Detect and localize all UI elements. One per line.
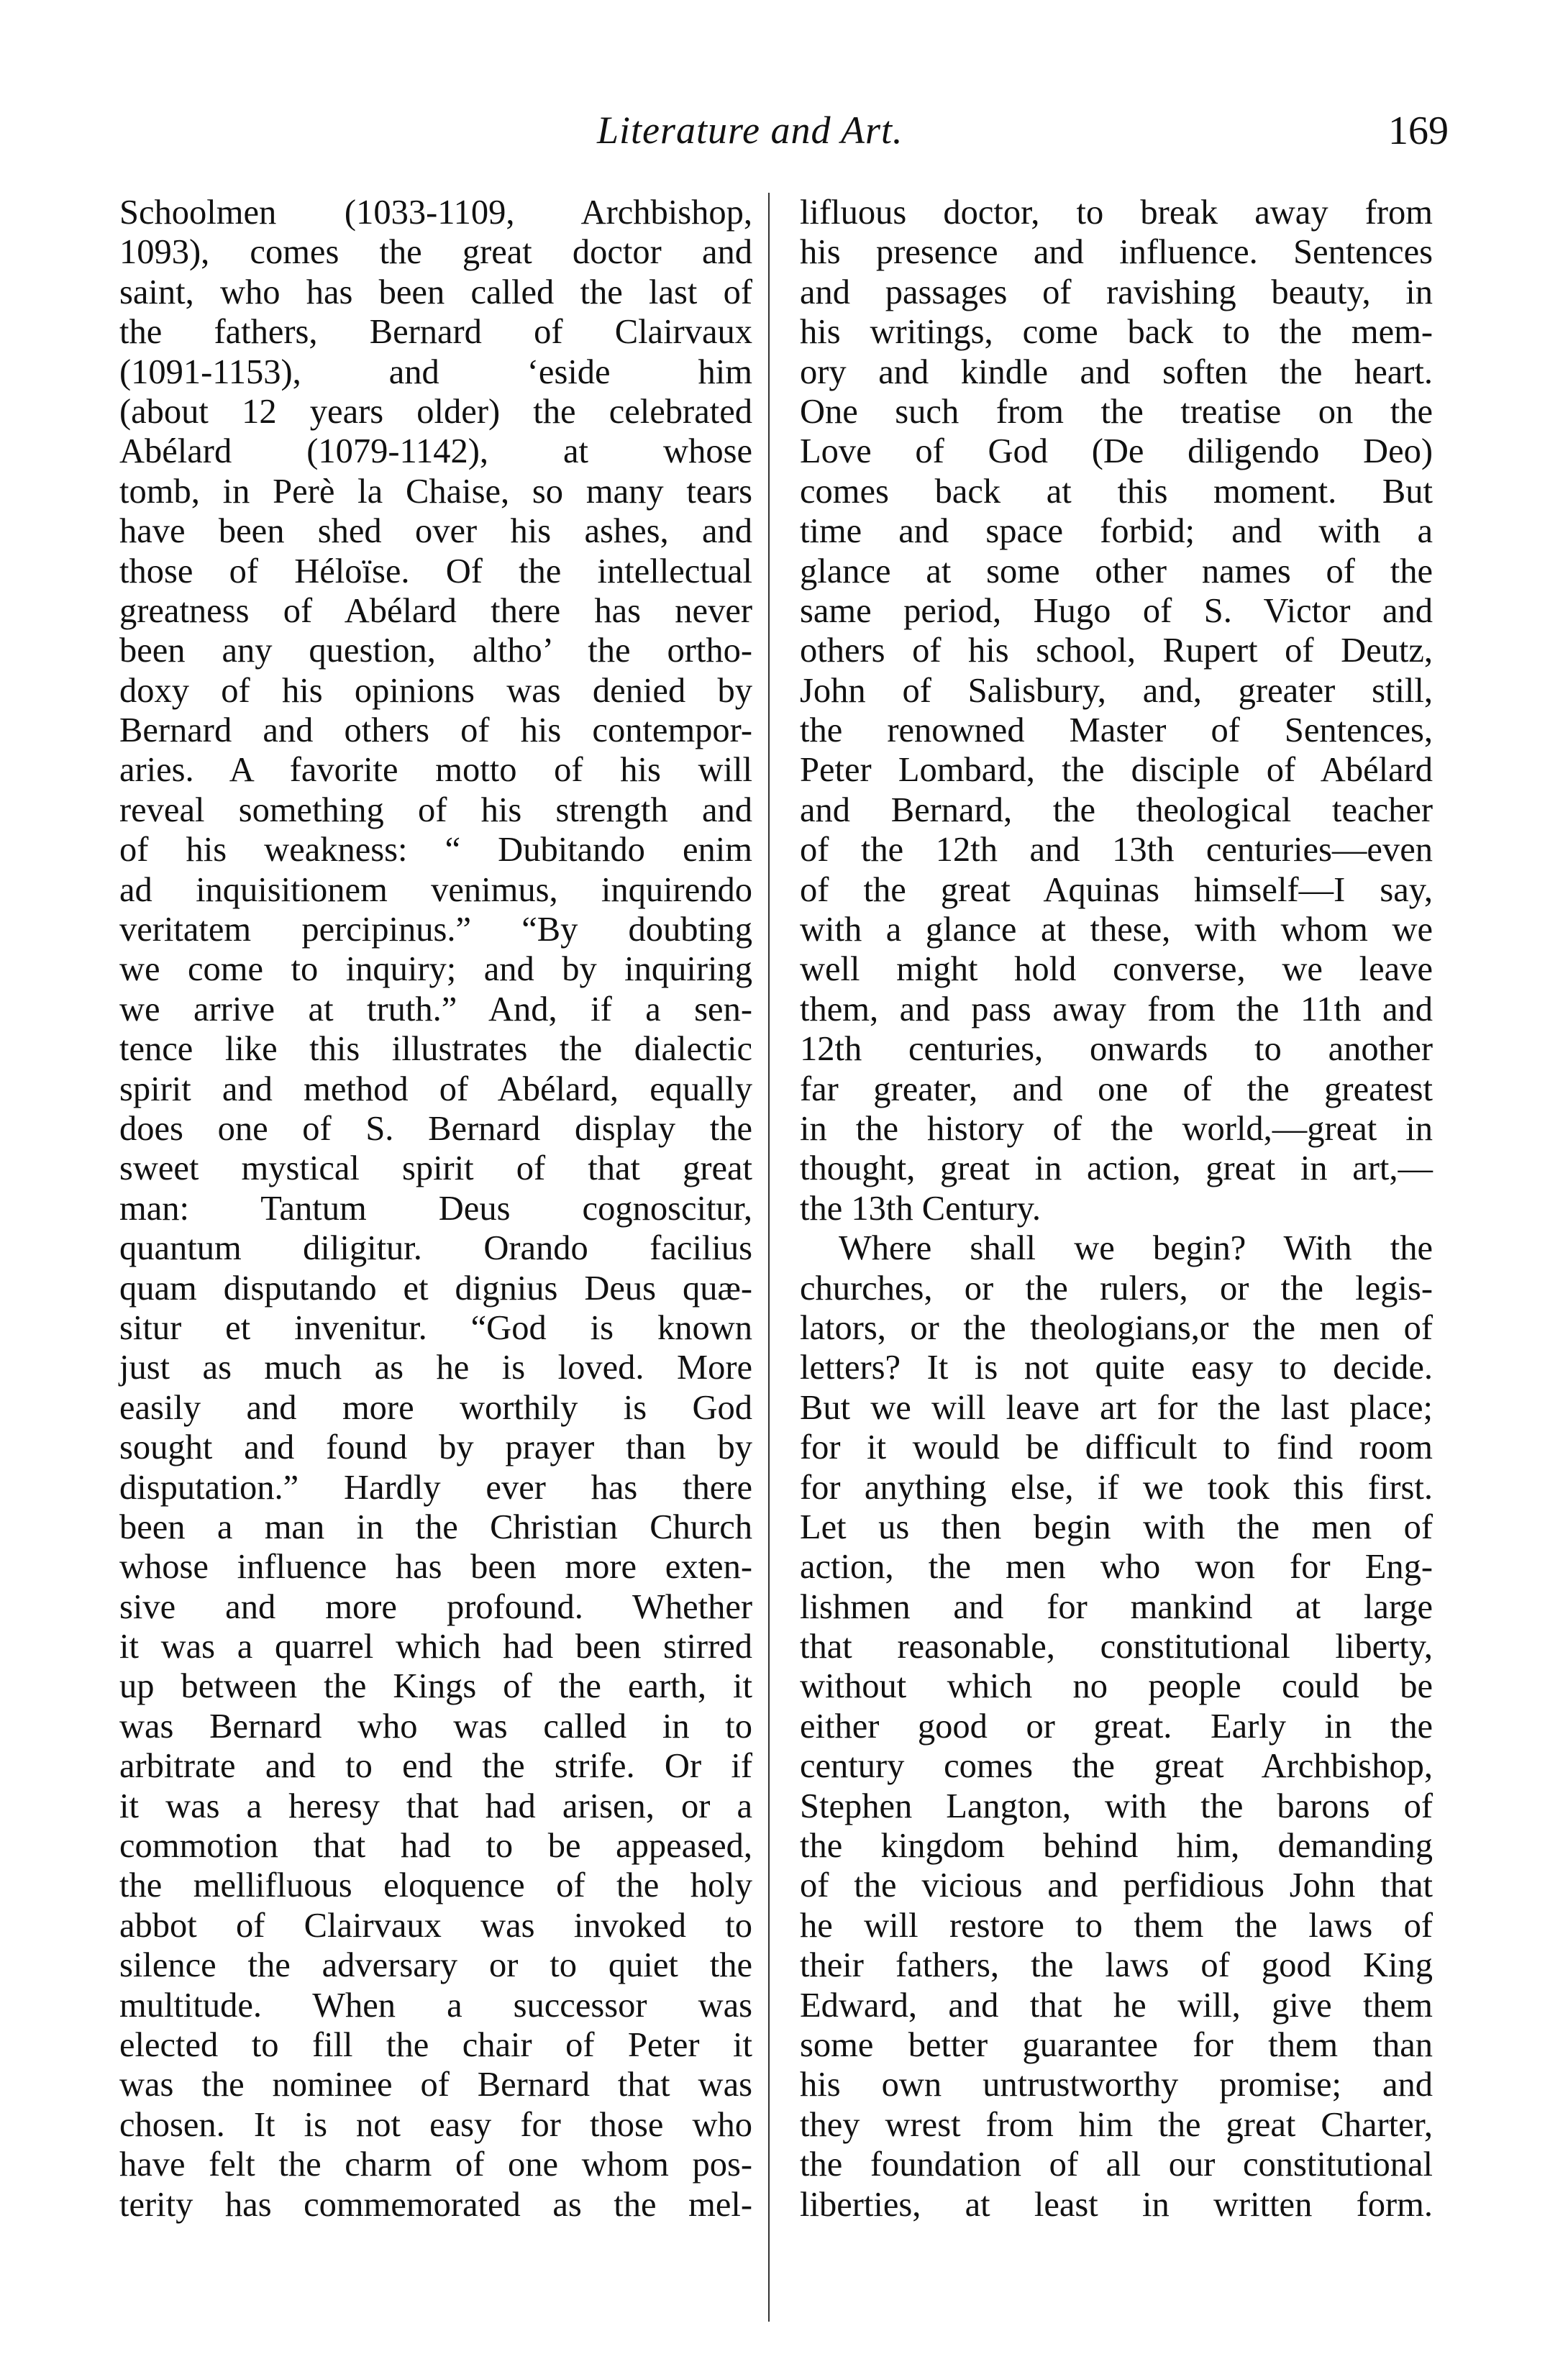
page-number: 169 [1388, 109, 1449, 153]
text-line: he will restore to them the laws of [800, 1906, 1433, 1945]
text-line: Edward, and that he will, give them [800, 1986, 1433, 2025]
text-line: and passages of ravishing beauty, in [800, 273, 1433, 311]
text-line: spirit and method of Abélard, equally [119, 1069, 752, 1108]
text-line: ory and kindle and soften the heart. [800, 352, 1433, 391]
text-line: up between the Kings of the earth, it [119, 1667, 752, 1706]
text-line: his own untrustworthy promise; and [800, 2066, 1433, 2104]
text-line: the renowned Master of Sentences, [800, 711, 1433, 750]
text-line: of the 12th and 13th centuries—even [800, 831, 1433, 870]
text-line: One such from the treatise on the [800, 392, 1433, 431]
column-divider [768, 193, 770, 2322]
text-line: lators, or the theologians,or the men of [800, 1308, 1433, 1347]
text-line: liberties, at least in written form. [800, 2185, 1433, 2224]
text-line: sought and found by prayer than by [119, 1428, 752, 1467]
text-line: quantum diligitur. Orando facilius [119, 1229, 752, 1268]
text-line: sive and more profound. Whether [119, 1587, 752, 1626]
text-line: Peter Lombard, the disciple of Abélard [800, 751, 1433, 790]
text-line: same period, Hugo of S. Victor and [800, 591, 1433, 630]
text-line: man: Tantum Deus cognoscitur, [119, 1189, 752, 1228]
text-line: quam disputando et dignius Deus quæ- [119, 1269, 752, 1308]
text-line: his presence and influence. Sentences [800, 233, 1433, 272]
text-line: lifluous doctor, to break away from [800, 193, 1433, 232]
text-line: easily and more worthily is God [119, 1388, 752, 1427]
text-line: letters? It is not quite easy to decide. [800, 1349, 1433, 1387]
text-line: the kingdom behind him, demanding [800, 1827, 1433, 1866]
right-column [800, 193, 1433, 2225]
text-line: the mellifluous eloquence of the holy [119, 1866, 752, 1905]
text-line: for anything else, if we took this first. [800, 1468, 1433, 1507]
text-line: with a glance at these, with whom we [800, 911, 1433, 949]
text-line: have felt the charm of one whom pos- [119, 2145, 752, 2184]
text-line: thought, great in action, great in art,— [800, 1149, 1433, 1188]
text-line: (1091-1153), and ‘eside him [119, 352, 752, 391]
text-line: their fathers, the laws of good King [800, 1946, 1433, 1985]
text-line: century comes the great Archbishop, [800, 1747, 1433, 1786]
text-line: ad inquisitionem venimus, inquirendo [119, 870, 752, 909]
text-line: some better guarantee for them than [800, 2025, 1433, 2064]
left-column [119, 193, 752, 2225]
text-line: terity has commemorated as the mel- [119, 2185, 752, 2224]
text-line: comes back at this moment. But [800, 472, 1433, 511]
text-line: 1093), comes the great doctor and [119, 233, 752, 272]
text-line: of the great Aquinas himself—I say, [800, 870, 1433, 909]
text-line: sweet mystical spirit of that great [119, 1149, 752, 1188]
text-line: arbitrate and to end the strife. Or if [119, 1747, 752, 1786]
text-line: far greater, and one of the greatest [800, 1069, 1433, 1108]
text-line: Love of God (De diligendo Deo) [800, 432, 1433, 471]
text-line: others of his school, Rupert of Deutz, [800, 631, 1433, 670]
text-line: churches, or the rulers, or the legis- [800, 1269, 1433, 1308]
text-line: that reasonable, constitutional liberty, [800, 1628, 1433, 1666]
text-line: them, and pass away from the 11th and [800, 990, 1433, 1028]
text-line: without which no people could be [800, 1667, 1433, 1706]
text-line: Bernard and others of his contempor- [119, 711, 752, 750]
text-line: situr et invenitur. “God is known [119, 1308, 752, 1347]
text-line: chosen. It is not easy for those who [119, 2105, 752, 2144]
text-line: reveal something of his strength and [119, 790, 752, 829]
text-line: 12th centuries, onwards to another [800, 1030, 1433, 1069]
text-line: aries. A favorite motto of his will [119, 751, 752, 790]
text-line: veritatem percipinus.” “By doubting [119, 911, 752, 949]
text-line: But we will leave art for the last place; [800, 1388, 1433, 1427]
text-line: John of Salisbury, and, greater still, [800, 671, 1433, 710]
text-line: for it would be difficult to find room [800, 1428, 1433, 1467]
text-line: abbot of Clairvaux was invoked to [119, 1906, 752, 1945]
text-line: well might hold converse, we leave [800, 950, 1433, 989]
text-line: lishmen and for mankind at large [800, 1587, 1433, 1626]
text-line: and Bernard, the theological teacher [800, 790, 1433, 829]
text-line: of his weakness: “ Dubitando enim [119, 831, 752, 870]
text-line: tence like this illustrates the dialectic [119, 1030, 752, 1069]
text-line: was Bernard who was called in to [119, 1707, 752, 1746]
text-line: tomb, in Perè la Chaise, so many tears [119, 472, 752, 511]
text-line: glance at some other names of the [800, 552, 1433, 590]
text-line: just as much as he is loved. More [119, 1349, 752, 1387]
text-line: in the history of the world,—great in [800, 1109, 1433, 1148]
text-line: the 13th Century. [800, 1189, 1041, 1228]
text-line: those of Héloïse. Of the intellectual [119, 552, 752, 590]
text-line: we arrive at truth.” And, if a sen- [119, 990, 752, 1028]
text-line: have been shed over his ashes, and [119, 512, 752, 551]
text-line: silence the adversary or to quiet the [119, 1946, 752, 1985]
page-header [0, 108, 1568, 165]
text-line: saint, who has been called the last of [119, 273, 752, 311]
text-line: they wrest from him the great Charter, [800, 2105, 1433, 2144]
text-line: of the vicious and perfidious John that [800, 1866, 1433, 1905]
text-line: multitude. When a successor was [119, 1986, 752, 2025]
text-line: disputation.” Hardly ever has there [119, 1468, 752, 1507]
text-line: does one of S. Bernard display the [119, 1109, 752, 1148]
text-line: the fathers, Bernard of Clairvaux [119, 313, 752, 352]
text-line: either good or great. Early in the [800, 1707, 1433, 1746]
text-line: it was a quarrel which had been stirred [119, 1628, 752, 1666]
text-line: (about 12 years older) the celebrated [119, 392, 752, 431]
text-line: Where shall we begin? With the [839, 1229, 1433, 1268]
text-line: it was a heresy that had arisen, or a [119, 1787, 752, 1825]
text-line: Let us then begin with the men of [800, 1507, 1433, 1546]
text-line: Stephen Langton, with the barons of [800, 1787, 1433, 1825]
text-line: we come to inquiry; and by inquiring [119, 950, 752, 989]
text-line: Abélard (1079-1142), at whose [119, 432, 752, 471]
text-line: action, the men who won for Eng- [800, 1548, 1433, 1587]
text-line: been a man in the Christian Church [119, 1507, 752, 1546]
running-title: Literature and Art. [597, 109, 903, 152]
text-line: been any question, altho’ the ortho- [119, 631, 752, 670]
text-line: time and space forbid; and with a [800, 512, 1433, 551]
text-line: commotion that had to be appeased, [119, 1827, 752, 1866]
text-line: whose influence has been more exten- [119, 1548, 752, 1587]
text-line: his writings, come back to the mem- [800, 313, 1433, 352]
text-line: doxy of his opinions was denied by [119, 671, 752, 710]
text-line: the foundation of all our constitutional [800, 2145, 1433, 2184]
text-line: Schoolmen (1033-1109, Archbishop, [119, 193, 752, 232]
text-line: greatness of Abélard there has never [119, 591, 752, 630]
text-line: elected to fill the chair of Peter it [119, 2025, 752, 2064]
text-line: was the nominee of Bernard that was [119, 2066, 752, 2104]
